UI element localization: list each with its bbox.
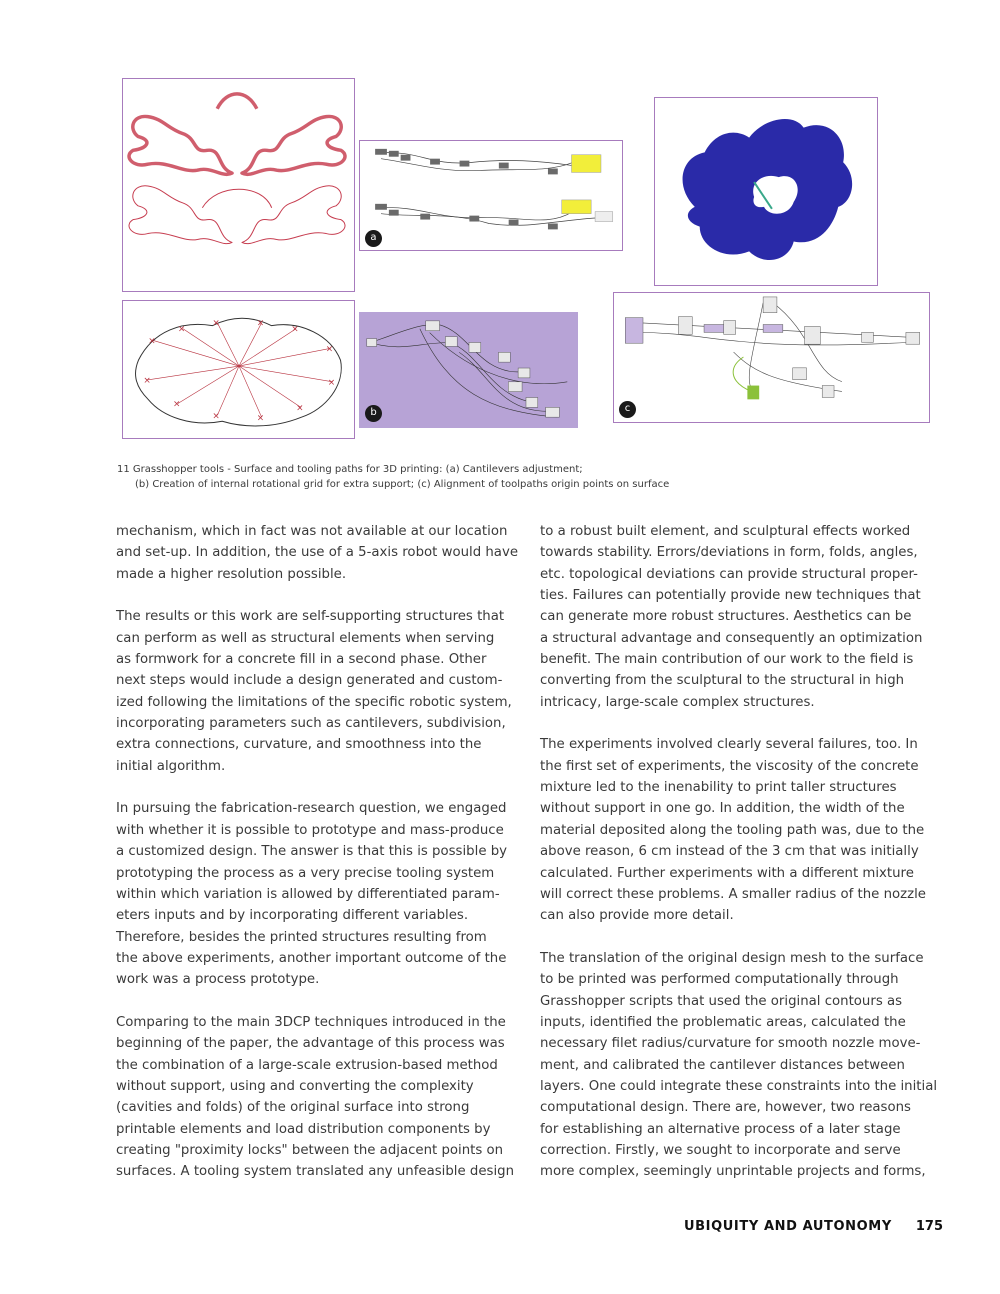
- text-line: mechanism, which in fact was not available at our location: [116, 524, 508, 539]
- text-line: can generate more robust structures. Aesthetics can be: [540, 609, 912, 625]
- text-line: The experiments involved clearly several failures, too. In: [540, 737, 918, 753]
- figure-label-c: c: [619, 401, 636, 418]
- svg-text:×: ×: [327, 377, 336, 388]
- text-line: to be printed was performed computationally through: [540, 972, 899, 988]
- text-line: ment, and calibrated the cantilever distances between: [540, 1057, 905, 1073]
- svg-text:×: ×: [148, 336, 156, 347]
- mesh-render: [655, 98, 877, 285]
- text-line: calculated. Further experiments with a different mixture: [540, 865, 914, 881]
- paragraph: [116, 1012, 526, 1183]
- running-footer: [684, 1219, 943, 1234]
- paragraph: [116, 606, 526, 777]
- text-line: prototyping the process as a very precise tooling system: [116, 865, 495, 881]
- figure-panel-b-rotational-grid: [122, 300, 355, 439]
- text-line: ties. Failures can potentially provide new techniques that: [540, 588, 921, 604]
- figure-label-b: b: [365, 405, 382, 422]
- caption-line-1: 11 Grasshopper tools - Surface and tooling paths for 3D printing: (a) Cantilevers adjustment;: [117, 464, 583, 475]
- text-line: etc. topological deviations can provide structural proper-: [540, 566, 918, 582]
- text-line: (cavities and folds) of the original surface into strong: [116, 1100, 470, 1116]
- text-line: extra connections, curvature, and smoothness into the: [116, 737, 482, 753]
- text-line: Comparing to the main 3DCP techniques introduced in the: [116, 1014, 506, 1030]
- left-text-column: [116, 521, 526, 1204]
- text-line: with whether it is possible to prototype and mass-produce: [116, 822, 504, 838]
- svg-text:×: ×: [325, 344, 334, 355]
- text-line: work was a process prototype.: [116, 972, 320, 988]
- svg-text:×: ×: [291, 324, 299, 335]
- text-line: The translation of the original design mesh to the surface: [540, 950, 924, 966]
- text-line: computational design. There are, however, two reasons: [540, 1100, 911, 1116]
- text-line: printable elements and load distribution components by: [116, 1121, 491, 1137]
- svg-text:×: ×: [212, 411, 220, 422]
- text-line: a customized design. The answer is that this is possible by: [116, 844, 508, 860]
- svg-text:×: ×: [296, 403, 304, 414]
- caption-line-2: (b) Creation of internal rotational grid for extra support; (c) Alignment of toolpaths origin points on surface: [135, 479, 670, 490]
- text-line: beginning of the paper, the advantage of this process was: [116, 1036, 505, 1052]
- text-line: The results or this work are self-supporting structures that: [116, 609, 505, 625]
- text-line: creating "proximity locks" between the adjacent points on: [116, 1142, 504, 1158]
- figure-label-a: a: [365, 230, 382, 247]
- text-line: to a robust built element, and sculptural effects worked: [540, 524, 911, 539]
- text-line: necessary filet radius/curvature for smooth nozzle move-: [540, 1036, 921, 1052]
- page-number: 175: [915, 1219, 943, 1234]
- text-line: made a higher resolution possible.: [116, 566, 347, 582]
- text-line: incorporating parameters such as cantilevers, subdivision,: [116, 716, 506, 732]
- figure-caption: [117, 462, 737, 492]
- text-line: layers. One could integrate these constraints into the initial: [540, 1078, 938, 1094]
- figure-panel-a-grasshopper-script: [359, 140, 623, 251]
- section-title: UBIQUITY AND AUTONOMY: [684, 1219, 892, 1234]
- text-line: Therefore, besides the printed structures resulting from: [116, 929, 487, 945]
- text-line: converting from the sculptural to the structural in high: [540, 673, 905, 689]
- text-line: eters inputs and by incorporating different variables.: [116, 908, 469, 924]
- text-line: surfaces. A tooling system translated any unfeasible design: [116, 1164, 515, 1180]
- contour-drawing: [123, 79, 354, 291]
- figure-panel-c-grasshopper-script: [613, 292, 930, 423]
- text-line: initial algorithm.: [116, 758, 226, 774]
- text-line: mixture led to the inenability to print taller structures: [540, 780, 897, 796]
- text-line: more complex, seemingly unprintable projects and forms,: [540, 1164, 926, 1180]
- figure-panel-c-mesh-render: [654, 97, 878, 286]
- text-line: In pursuing the fabrication-research question, we engaged: [116, 801, 507, 817]
- node-graph: [360, 313, 577, 427]
- text-line: the above experiments, another important outcome of the: [116, 950, 507, 966]
- text-line: can perform as well as structural elements when serving: [116, 630, 495, 646]
- text-line: towards stability. Errors/deviations in form, folds, angles,: [540, 545, 918, 561]
- text-line: above reason, 6 cm instead of the 3 cm that was initially: [540, 844, 919, 860]
- text-line: for establishing an alternative process of a later stage: [540, 1121, 901, 1137]
- svg-text:×: ×: [172, 399, 181, 410]
- paragraph: [116, 521, 526, 585]
- text-line: Grasshopper scripts that used the original contours as: [540, 993, 903, 1009]
- text-line: the first set of experiments, the viscosity of the concrete: [540, 758, 919, 774]
- node-graph: [360, 141, 622, 250]
- figure-panel-a-contours: [122, 78, 355, 292]
- svg-text:×: ×: [143, 375, 151, 386]
- text-line: next steps would include a design generated and custom-: [116, 673, 503, 689]
- svg-text:×: ×: [256, 318, 265, 329]
- text-line: the combination of a large-scale extrusion-based method: [116, 1057, 498, 1073]
- text-line: without support in one go. In addition, the width of the: [540, 801, 905, 817]
- node-graph: [614, 293, 929, 422]
- text-line: benefit. The main contribution of our work to the field is: [540, 652, 914, 668]
- text-line: intricacy, large-scale complex structures.: [540, 694, 815, 710]
- paragraph: [540, 948, 950, 1183]
- text-line: within which variation is allowed by differentiated param-: [116, 886, 500, 902]
- text-line: as formwork for a concrete fill in a second phase. Other: [116, 652, 487, 668]
- text-line: will correct these problems. A smaller radius of the nozzle: [540, 886, 926, 902]
- text-line: correction. Firstly, we sought to incorporate and serve: [540, 1142, 901, 1158]
- text-line: without support, using and converting the complexity: [116, 1078, 474, 1094]
- paragraph: [116, 798, 526, 990]
- rotational-grid-drawing: [123, 301, 354, 438]
- text-line: can also provide more detail.: [540, 908, 734, 924]
- svg-text:×: ×: [212, 318, 220, 329]
- paragraph: [540, 734, 950, 926]
- text-line: material deposited along the tooling path was, due to the: [540, 822, 925, 838]
- svg-text:×: ×: [177, 324, 186, 335]
- right-text-column: [540, 521, 950, 1204]
- text-line: inputs, identified the problematic areas, calculated the: [540, 1014, 906, 1030]
- text-line: ized following the limitations of the specific robotic system,: [116, 694, 512, 710]
- text-line: a structural advantage and consequently an optimization: [540, 630, 923, 646]
- figure-panel-b-grasshopper-script: [359, 312, 578, 428]
- svg-text:×: ×: [256, 413, 265, 424]
- text-line: and set-up. In addition, the use of a 5-axis robot would have: [116, 545, 519, 561]
- paragraph: [540, 521, 950, 713]
